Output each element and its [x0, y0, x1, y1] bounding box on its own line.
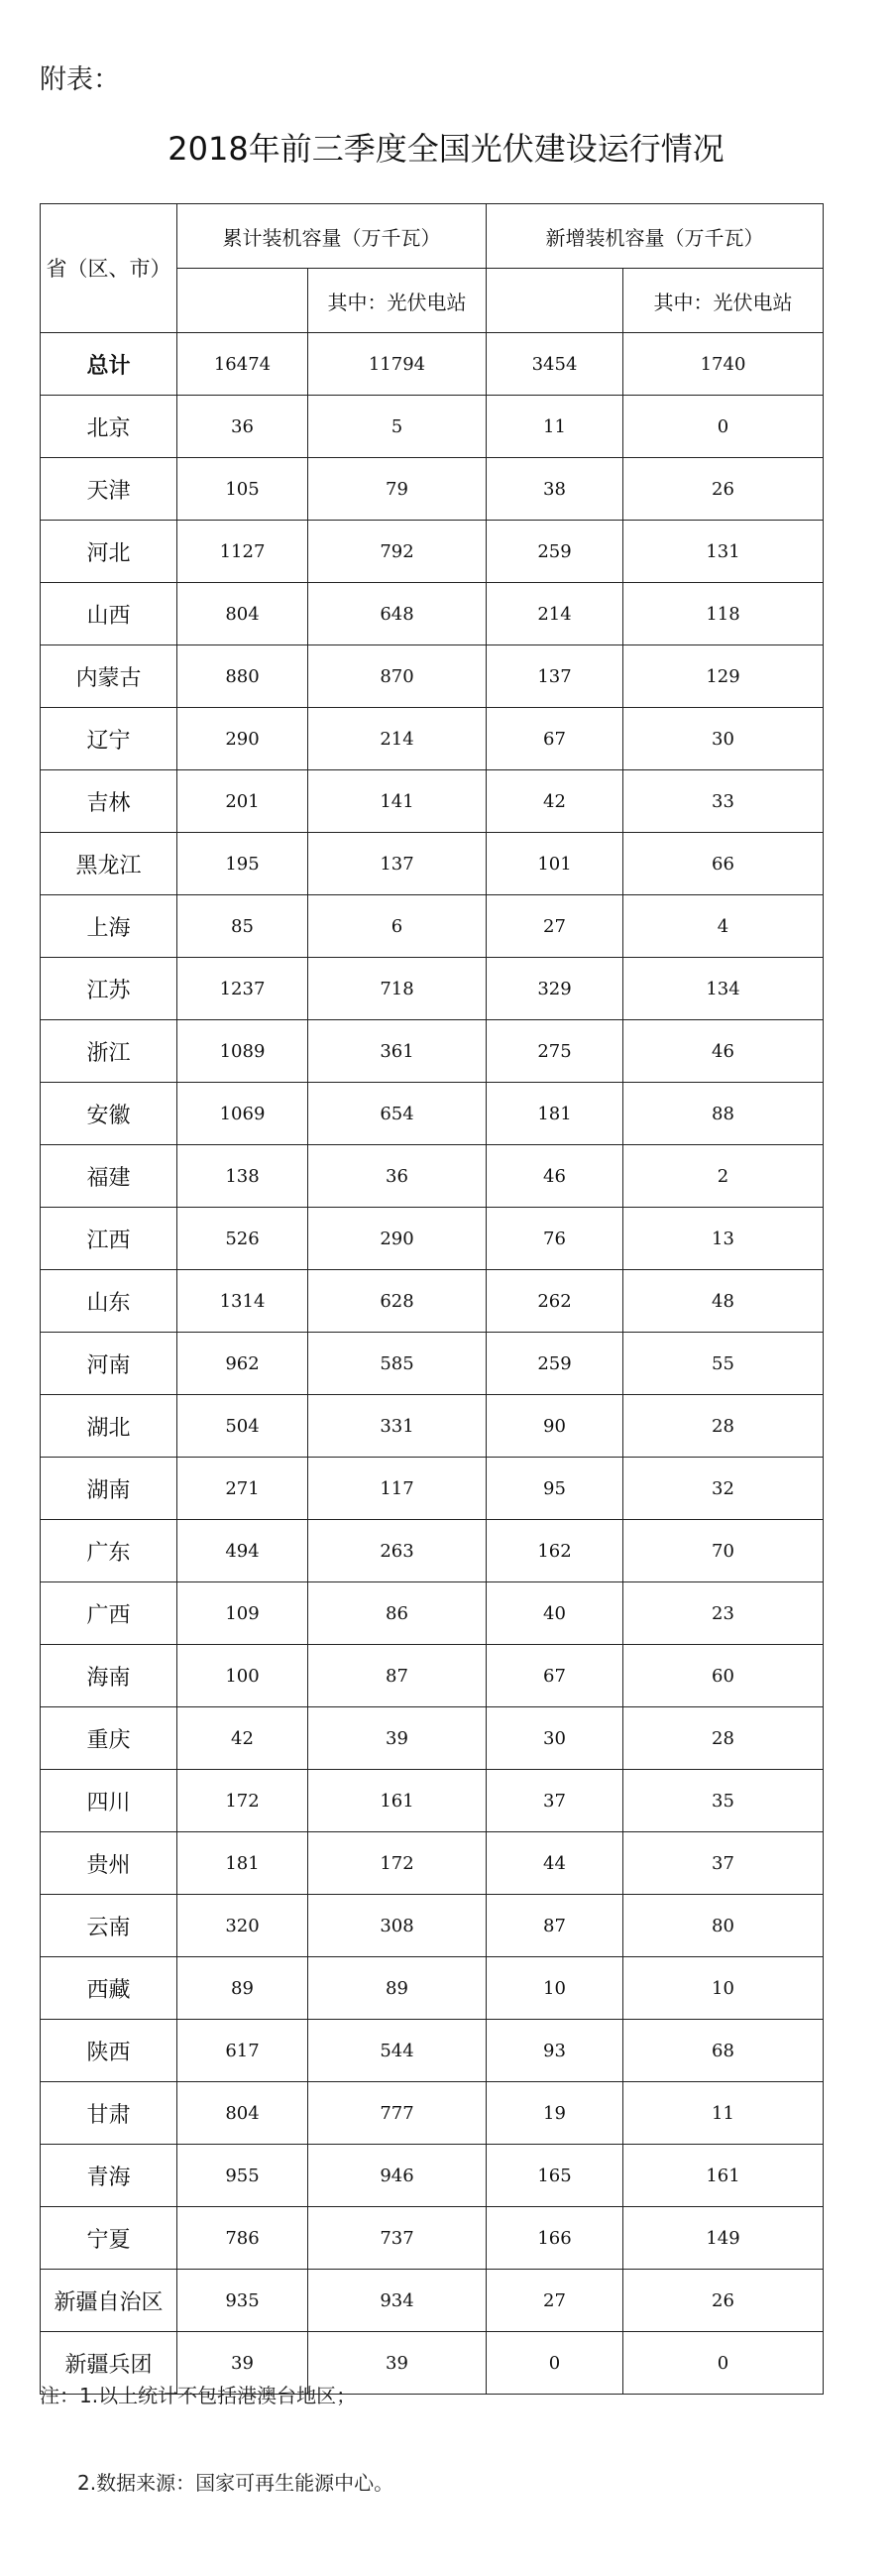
new-pv-cell: 10	[623, 1957, 824, 2020]
region-cell: 安徽	[41, 1083, 177, 1145]
cumulative-pv-cell: 544	[308, 2020, 487, 2082]
cumulative-pv-cell: 331	[308, 1395, 487, 1458]
new-cell: 38	[487, 458, 623, 521]
new-cell: 95	[487, 1458, 623, 1520]
table-row	[41, 2020, 824, 2082]
table-row	[41, 1582, 824, 1645]
cumulative-pv-cell: 648	[308, 583, 487, 645]
header-region-label: 省（区、市）	[46, 256, 171, 281]
cumulative-pv-cell: 718	[308, 958, 487, 1020]
new-pv-cell: 26	[623, 458, 824, 521]
header-new-blank	[487, 269, 623, 333]
region-cell: 广西	[41, 1582, 177, 1645]
cumulative-pv-cell: 141	[308, 770, 487, 833]
new-pv-cell: 4	[623, 895, 824, 958]
cumulative-cell: 1069	[177, 1083, 308, 1145]
cumulative-cell: 138	[177, 1145, 308, 1208]
header-new: 新增装机容量（万千瓦）	[487, 204, 824, 269]
new-pv-cell: 68	[623, 2020, 824, 2082]
new-cell: 10	[487, 1957, 623, 2020]
cumulative-pv-cell: 628	[308, 1270, 487, 1333]
new-cell: 259	[487, 1333, 623, 1395]
new-pv-cell: 161	[623, 2145, 824, 2207]
table-row	[41, 2082, 824, 2145]
table-body	[41, 333, 824, 2395]
new-cell: 67	[487, 1645, 623, 1707]
table-row	[41, 770, 824, 833]
cumulative-cell: 85	[177, 895, 308, 958]
new-pv-cell: 28	[623, 1707, 824, 1770]
cumulative-cell: 195	[177, 833, 308, 895]
new-cell: 11	[487, 396, 623, 458]
appendix-label: 附表：	[40, 64, 120, 95]
table-row	[41, 2207, 824, 2270]
cumulative-pv-cell: 39	[308, 2332, 487, 2395]
cumulative-cell: 201	[177, 770, 308, 833]
region-cell: 青海	[41, 2145, 177, 2207]
table-row	[41, 1020, 824, 1083]
new-cell: 76	[487, 1208, 623, 1270]
cumulative-cell: 804	[177, 583, 308, 645]
cumulative-pv-cell: 361	[308, 1020, 487, 1083]
cumulative-pv-cell: 308	[308, 1895, 487, 1957]
cumulative-cell: 786	[177, 2207, 308, 2270]
region-cell: 内蒙古	[41, 645, 177, 708]
region-cell: 宁夏	[41, 2207, 177, 2270]
new-pv-cell: 118	[623, 583, 824, 645]
note-line-1: 注：1.以上统计不包括港澳台地区；	[40, 2384, 357, 2407]
table-row	[41, 833, 824, 895]
new-pv-cell: 11	[623, 2082, 824, 2145]
header-new-sub: 其中：光伏电站	[623, 269, 824, 333]
cumulative-cell: 955	[177, 2145, 308, 2207]
new-pv-cell: 88	[623, 1083, 824, 1145]
region-cell: 黑龙江	[41, 833, 177, 895]
cumulative-cell: 100	[177, 1645, 308, 1707]
cumulative-pv-cell: 870	[308, 645, 487, 708]
table-row	[41, 1957, 824, 2020]
table-row	[41, 1520, 824, 1582]
cumulative-pv-cell: 934	[308, 2270, 487, 2332]
new-pv-cell: 55	[623, 1333, 824, 1395]
table-row	[41, 1395, 824, 1458]
table-row	[41, 1645, 824, 1707]
cumulative-pv-cell: 39	[308, 1707, 487, 1770]
region-cell: 陕西	[41, 2020, 177, 2082]
cumulative-pv-cell: 161	[308, 1770, 487, 1832]
table-row	[41, 958, 824, 1020]
cumulative-cell: 1089	[177, 1020, 308, 1083]
cumulative-cell: 16474	[177, 333, 308, 396]
cumulative-cell: 504	[177, 1395, 308, 1458]
table-row	[41, 1270, 824, 1333]
new-pv-cell: 33	[623, 770, 824, 833]
cumulative-pv-cell: 87	[308, 1645, 487, 1707]
new-cell: 27	[487, 2270, 623, 2332]
new-cell: 67	[487, 708, 623, 770]
new-cell: 19	[487, 2082, 623, 2145]
cumulative-cell: 1237	[177, 958, 308, 1020]
solar-capacity-table	[40, 203, 824, 2395]
region-cell: 吉林	[41, 770, 177, 833]
region-cell: 四川	[41, 1770, 177, 1832]
region-cell: 广东	[41, 1520, 177, 1582]
new-cell: 137	[487, 645, 623, 708]
cumulative-cell: 962	[177, 1333, 308, 1395]
cumulative-cell: 1314	[177, 1270, 308, 1333]
cumulative-cell: 494	[177, 1520, 308, 1582]
cumulative-pv-cell: 5	[308, 396, 487, 458]
table-row	[41, 895, 824, 958]
region-cell: 西藏	[41, 1957, 177, 2020]
cumulative-cell: 172	[177, 1770, 308, 1832]
region-cell: 河南	[41, 1333, 177, 1395]
new-pv-cell: 131	[623, 521, 824, 583]
new-cell: 37	[487, 1770, 623, 1832]
cumulative-pv-cell: 585	[308, 1333, 487, 1395]
region-cell: 新疆自治区	[41, 2270, 177, 2332]
new-cell: 181	[487, 1083, 623, 1145]
cumulative-pv-cell: 777	[308, 2082, 487, 2145]
new-pv-cell: 66	[623, 833, 824, 895]
new-cell: 275	[487, 1020, 623, 1083]
cumulative-pv-cell: 11794	[308, 333, 487, 396]
cumulative-cell: 109	[177, 1582, 308, 1645]
table-row	[41, 1083, 824, 1145]
table-row	[41, 1770, 824, 1832]
table-row	[41, 396, 824, 458]
region-cell: 贵州	[41, 1832, 177, 1895]
table-row	[41, 1458, 824, 1520]
cumulative-cell: 526	[177, 1208, 308, 1270]
cumulative-pv-cell: 792	[308, 521, 487, 583]
cumulative-pv-cell: 6	[308, 895, 487, 958]
new-pv-cell: 0	[623, 2332, 824, 2395]
region-cell: 上海	[41, 895, 177, 958]
new-pv-cell: 0	[623, 396, 824, 458]
region-cell: 江苏	[41, 958, 177, 1020]
new-pv-cell: 26	[623, 2270, 824, 2332]
new-pv-cell: 30	[623, 708, 824, 770]
new-cell: 93	[487, 2020, 623, 2082]
cumulative-pv-cell: 214	[308, 708, 487, 770]
table-row	[41, 521, 824, 583]
cumulative-cell: 935	[177, 2270, 308, 2332]
header-cumulative-sub: 其中：光伏电站	[308, 269, 487, 333]
table-row	[41, 1832, 824, 1895]
cumulative-cell: 36	[177, 396, 308, 458]
region-cell: 湖北	[41, 1395, 177, 1458]
note-line-2: 2.数据来源：国家可再生能源中心。	[77, 2471, 394, 2495]
cumulative-cell: 617	[177, 2020, 308, 2082]
cumulative-cell: 89	[177, 1957, 308, 2020]
cumulative-cell: 181	[177, 1832, 308, 1895]
new-cell: 259	[487, 521, 623, 583]
new-pv-cell: 2	[623, 1145, 824, 1208]
new-cell: 3454	[487, 333, 623, 396]
table-row	[41, 1895, 824, 1957]
region-cell: 总计	[41, 333, 177, 396]
new-pv-cell: 1740	[623, 333, 824, 396]
new-pv-cell: 23	[623, 1582, 824, 1645]
table-row	[41, 645, 824, 708]
cumulative-cell: 105	[177, 458, 308, 521]
new-pv-cell: 129	[623, 645, 824, 708]
cumulative-pv-cell: 86	[308, 1582, 487, 1645]
new-pv-cell: 134	[623, 958, 824, 1020]
new-pv-cell: 149	[623, 2207, 824, 2270]
cumulative-pv-cell: 172	[308, 1832, 487, 1895]
cumulative-cell: 880	[177, 645, 308, 708]
new-pv-cell: 37	[623, 1832, 824, 1895]
cumulative-cell: 39	[177, 2332, 308, 2395]
region-cell: 辽宁	[41, 708, 177, 770]
new-cell: 262	[487, 1270, 623, 1333]
page-title: 2018年前三季度全国光伏建设运行情况	[167, 130, 725, 168]
new-cell: 44	[487, 1832, 623, 1895]
table-row-total	[41, 333, 824, 396]
table-row	[41, 1145, 824, 1208]
cumulative-cell: 1127	[177, 521, 308, 583]
cumulative-cell: 290	[177, 708, 308, 770]
new-pv-cell: 70	[623, 1520, 824, 1582]
new-cell: 90	[487, 1395, 623, 1458]
cumulative-pv-cell: 946	[308, 2145, 487, 2207]
new-pv-cell: 13	[623, 1208, 824, 1270]
new-pv-cell: 28	[623, 1395, 824, 1458]
new-cell: 162	[487, 1520, 623, 1582]
region-cell: 湖南	[41, 1458, 177, 1520]
table-row	[41, 458, 824, 521]
new-pv-cell: 32	[623, 1458, 824, 1520]
header-cumulative: 累计装机容量（万千瓦）	[177, 204, 487, 269]
new-cell: 87	[487, 1895, 623, 1957]
cumulative-pv-cell: 654	[308, 1083, 487, 1145]
region-cell: 山西	[41, 583, 177, 645]
new-pv-cell: 35	[623, 1770, 824, 1832]
cumulative-pv-cell: 263	[308, 1520, 487, 1582]
table-row	[41, 2145, 824, 2207]
cumulative-pv-cell: 137	[308, 833, 487, 895]
header-region	[41, 204, 177, 333]
region-cell: 江西	[41, 1208, 177, 1270]
region-cell: 海南	[41, 1645, 177, 1707]
new-cell: 30	[487, 1707, 623, 1770]
region-cell: 云南	[41, 1895, 177, 1957]
table-row	[41, 708, 824, 770]
table-row	[41, 583, 824, 645]
cumulative-pv-cell: 79	[308, 458, 487, 521]
table-row	[41, 1208, 824, 1270]
new-pv-cell: 46	[623, 1020, 824, 1083]
new-cell: 46	[487, 1145, 623, 1208]
new-cell: 165	[487, 2145, 623, 2207]
cumulative-cell: 320	[177, 1895, 308, 1957]
new-cell: 27	[487, 895, 623, 958]
region-cell: 浙江	[41, 1020, 177, 1083]
cumulative-cell: 804	[177, 2082, 308, 2145]
region-cell: 天津	[41, 458, 177, 521]
cumulative-pv-cell: 36	[308, 1145, 487, 1208]
new-cell: 42	[487, 770, 623, 833]
new-cell: 214	[487, 583, 623, 645]
region-cell: 北京	[41, 396, 177, 458]
new-pv-cell: 80	[623, 1895, 824, 1957]
region-cell: 甘肃	[41, 2082, 177, 2145]
cumulative-pv-cell: 737	[308, 2207, 487, 2270]
region-cell: 重庆	[41, 1707, 177, 1770]
region-cell: 福建	[41, 1145, 177, 1208]
new-cell: 166	[487, 2207, 623, 2270]
header-cumulative-blank	[177, 269, 308, 333]
region-cell: 山东	[41, 1270, 177, 1333]
cumulative-pv-cell: 117	[308, 1458, 487, 1520]
region-cell: 新疆兵团	[41, 2332, 177, 2395]
new-pv-cell: 48	[623, 1270, 824, 1333]
table-row	[41, 1707, 824, 1770]
region-cell: 河北	[41, 521, 177, 583]
cumulative-cell: 271	[177, 1458, 308, 1520]
new-cell: 329	[487, 958, 623, 1020]
cumulative-pv-cell: 89	[308, 1957, 487, 2020]
cumulative-pv-cell: 290	[308, 1208, 487, 1270]
table-row	[41, 2270, 824, 2332]
table-row	[41, 1333, 824, 1395]
new-pv-cell: 60	[623, 1645, 824, 1707]
cumulative-cell: 42	[177, 1707, 308, 1770]
new-cell: 101	[487, 833, 623, 895]
new-cell: 40	[487, 1582, 623, 1645]
new-cell: 0	[487, 2332, 623, 2395]
